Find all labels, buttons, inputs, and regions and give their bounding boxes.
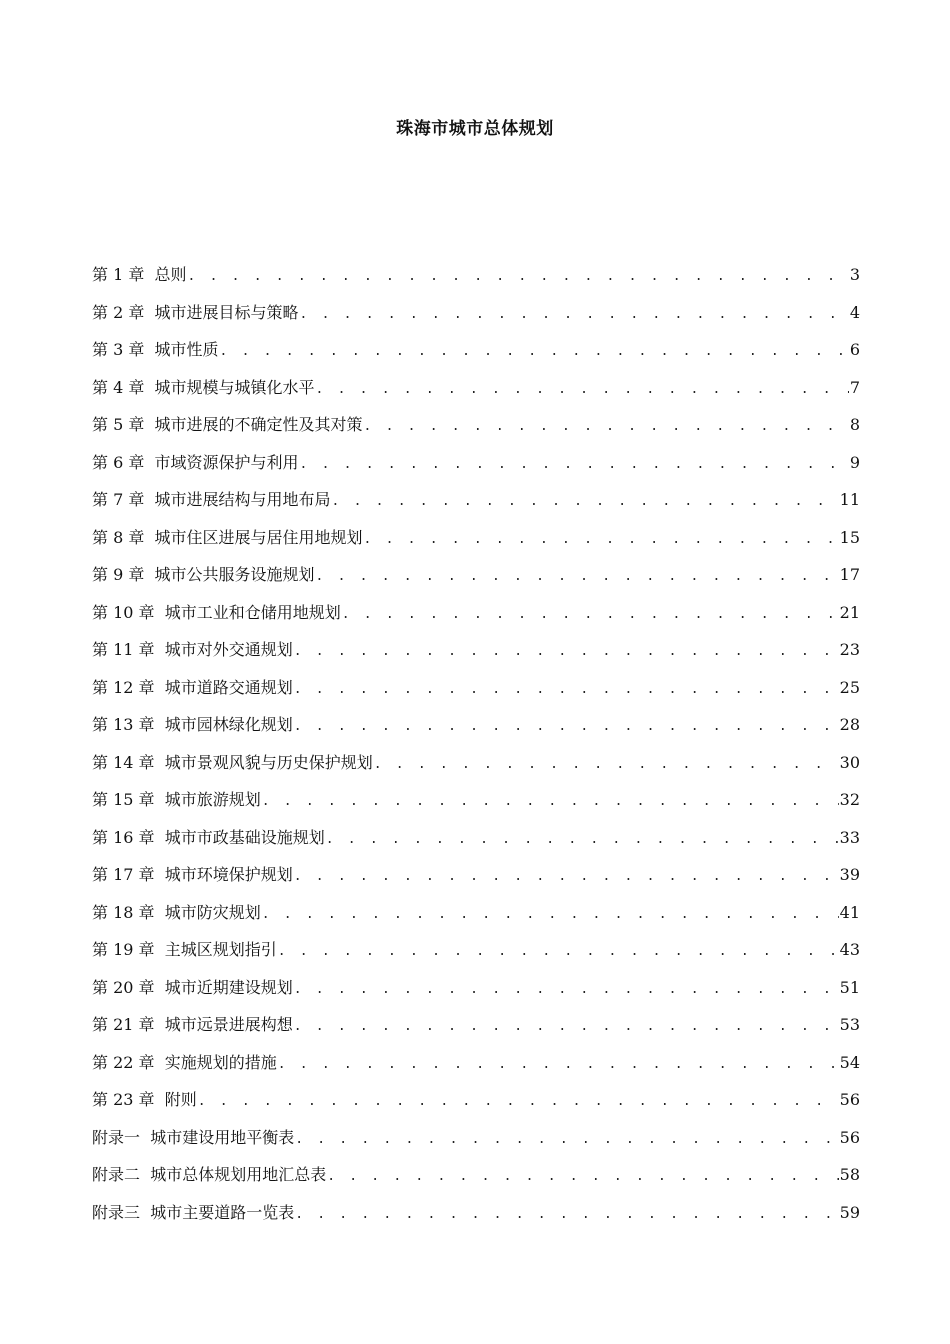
- toc-entry[interactable]: [92, 1050, 860, 1088]
- toc-entry-title: 城市主要道路一览表: [150, 1202, 295, 1222]
- toc-entry-label: 第 20 章: [92, 977, 155, 997]
- toc-entry-title: 城市进展的不确定性及其对策: [154, 415, 363, 434]
- toc-entry[interactable]: [92, 900, 860, 938]
- toc-entry-title: 城市远景进展构想: [164, 1015, 293, 1034]
- toc-entry[interactable]: [92, 937, 860, 975]
- toc-entry-spacer: [144, 525, 154, 551]
- toc-entry-title: 主城区规划指引: [164, 940, 277, 959]
- toc-entry-spacer: [155, 825, 165, 851]
- toc-leader-dots: [262, 789, 839, 815]
- toc-entry-page-number: 25: [839, 677, 860, 697]
- toc-entry-label: 第 19 章: [92, 940, 155, 959]
- toc-entry[interactable]: [92, 675, 860, 713]
- toc-entry[interactable]: [92, 300, 860, 338]
- toc-entry-page-number: 7: [849, 377, 860, 397]
- toc-leader-dots: [295, 1202, 838, 1228]
- toc-entry-title: 城市旅游规划: [164, 790, 261, 809]
- toc-entry[interactable]: [92, 412, 860, 450]
- toc-leader-dots: [300, 302, 849, 328]
- toc-entry-spacer: [155, 900, 165, 926]
- toc-entry-title: 城市住区进展与居住用地规划: [154, 527, 363, 547]
- toc-entry-label: 第 5 章: [92, 415, 145, 434]
- toc-entry-spacer: [155, 1050, 165, 1076]
- toc-entry-label: 第 8 章: [92, 527, 145, 547]
- toc-leader-dots: [188, 264, 849, 290]
- toc-leader-dots: [294, 677, 839, 703]
- toc-entry-label: 第 21 章: [92, 1015, 155, 1034]
- toc-entry-spacer: [155, 675, 165, 701]
- toc-leader-dots: [364, 527, 839, 553]
- toc-entry[interactable]: [92, 1162, 860, 1200]
- toc-entry-spacer: [155, 937, 165, 963]
- toc-entry[interactable]: [92, 487, 860, 525]
- toc-entry-title: 城市对外交通规划: [164, 640, 293, 659]
- toc-entry-spacer: [140, 1125, 150, 1151]
- toc-entry-page-number: 41: [839, 902, 860, 922]
- toc-entry-label: 第 4 章: [92, 377, 145, 397]
- toc-entry-title: 城市进展目标与策略: [154, 302, 299, 322]
- toc-entry-label: 第 12 章: [92, 677, 155, 697]
- toc-entry-title: 城市建设用地平衡表: [150, 1127, 295, 1147]
- toc-entry-label: 附录三: [92, 1202, 141, 1222]
- toc-leader-dots: [316, 377, 849, 403]
- toc-entry-title: 城市近期建设规划: [164, 977, 293, 997]
- toc-entry-title: 城市性质: [154, 340, 219, 359]
- toc-entry-spacer: [144, 337, 154, 363]
- toc-entry-title: 城市工业和仓储用地规划: [164, 602, 341, 622]
- toc-entry-spacer: [155, 637, 165, 663]
- toc-entry-spacer: [155, 712, 165, 738]
- toc-entry-title: 城市道路交通规划: [164, 677, 293, 697]
- toc-entry-page-number: 32: [839, 790, 860, 809]
- toc-entry-label: 第 23 章: [92, 1090, 155, 1109]
- toc-entry-title: 城市规模与城镇化水平: [154, 377, 315, 397]
- toc-entry[interactable]: [92, 1125, 860, 1163]
- toc-entry-spacer: [155, 1012, 165, 1038]
- toc-entry-label: 第 2 章: [92, 302, 145, 322]
- toc-entry-label: 第 3 章: [92, 340, 145, 359]
- toc-entry-title: 城市防灾规划: [164, 902, 261, 922]
- toc-entry-label: 第 13 章: [92, 715, 155, 734]
- toc-entry-page-number: 43: [839, 940, 860, 959]
- toc-entry[interactable]: [92, 450, 860, 488]
- toc-leader-dots: [300, 452, 849, 478]
- toc-entry-spacer: [140, 1200, 150, 1226]
- toc-entry-page-number: 11: [839, 490, 860, 509]
- toc-leader-dots: [326, 827, 839, 853]
- toc-leader-dots: [220, 339, 849, 365]
- toc-entry-page-number: 6: [849, 340, 860, 359]
- toc-entry[interactable]: [92, 1012, 860, 1050]
- toc-leader-dots: [278, 939, 839, 965]
- toc-entry-page-number: 51: [839, 977, 860, 997]
- toc-entry-label: 第 9 章: [92, 565, 145, 584]
- toc-entry-title: 附则: [164, 1090, 197, 1109]
- toc-entry-label: 第 18 章: [92, 902, 155, 922]
- toc-entry-page-number: 8: [849, 415, 860, 434]
- toc-entry-page-number: 58: [839, 1165, 860, 1184]
- toc-leader-dots: [332, 489, 839, 515]
- toc-entry-spacer: [140, 1162, 150, 1188]
- toc-entry-page-number: 28: [839, 715, 860, 734]
- toc-entry[interactable]: [92, 1200, 860, 1238]
- toc-entry-page-number: 33: [839, 827, 860, 847]
- toc-leader-dots: [364, 414, 849, 440]
- toc-entry-label: 第 15 章: [92, 790, 155, 809]
- toc-entry-spacer: [155, 750, 165, 776]
- toc-entry-page-number: 54: [839, 1052, 860, 1072]
- toc-entry[interactable]: [92, 375, 860, 413]
- toc-entry-page-number: 9: [849, 452, 860, 472]
- toc-entry[interactable]: [92, 337, 860, 375]
- toc-leader-dots: [294, 977, 839, 1003]
- toc-leader-dots: [198, 1089, 839, 1115]
- toc-entry-page-number: 23: [839, 640, 860, 659]
- toc-entry-spacer: [144, 262, 154, 288]
- toc-entry-label: 第 10 章: [92, 602, 155, 622]
- toc-entry-label: 附录二: [92, 1165, 141, 1184]
- toc-entry-spacer: [155, 1087, 165, 1113]
- toc-entry-spacer: [144, 300, 154, 326]
- toc-entry-page-number: 39: [839, 865, 860, 884]
- toc-entry-page-number: 59: [839, 1202, 860, 1222]
- toc-entry-label: 附录一: [92, 1127, 141, 1147]
- toc-entry-title: 市域资源保护与利用: [154, 452, 299, 472]
- toc-entry[interactable]: [92, 825, 860, 863]
- toc-entry-label: 第 17 章: [92, 865, 155, 884]
- toc-entry-label: 第 16 章: [92, 827, 155, 847]
- toc-entry-label: 第 22 章: [92, 1052, 155, 1072]
- toc-entry[interactable]: [92, 562, 860, 600]
- toc-entry-label: 第 7 章: [92, 490, 145, 509]
- toc-entry[interactable]: [92, 262, 860, 300]
- toc-entry-spacer: [144, 412, 154, 438]
- toc-entry[interactable]: [92, 975, 860, 1013]
- toc-entry[interactable]: [92, 862, 860, 900]
- toc-entry-label: 第 6 章: [92, 452, 145, 472]
- toc-entry-label: 第 1 章: [92, 265, 145, 284]
- toc-leader-dots: [294, 714, 839, 740]
- toc-entry[interactable]: [92, 712, 860, 750]
- toc-leader-dots: [294, 864, 839, 890]
- toc-entry-spacer: [155, 862, 165, 888]
- toc-entry-page-number: 21: [839, 602, 860, 622]
- toc-entry-title: 城市公共服务设施规划: [154, 565, 315, 584]
- toc-leader-dots: [316, 564, 839, 590]
- toc-entry-title: 城市总体规划用地汇总表: [150, 1165, 327, 1184]
- toc-entry-spacer: [155, 787, 165, 813]
- toc-entry-title: 城市园林绿化规划: [164, 715, 293, 734]
- toc-entry-spacer: [144, 562, 154, 588]
- toc-entry-spacer: [155, 975, 165, 1001]
- toc-entry-title: 城市市政基础设施规划: [164, 827, 325, 847]
- toc-entry[interactable]: [92, 600, 860, 638]
- toc-entry-spacer: [144, 487, 154, 513]
- table-of-contents: [92, 262, 860, 1237]
- toc-leader-dots: [295, 1127, 838, 1153]
- toc-leader-dots: [294, 639, 839, 665]
- toc-entry-title: 城市景观风貌与历史保护规划: [164, 752, 373, 772]
- toc-entry-page-number: 53: [839, 1015, 860, 1034]
- toc-leader-dots: [374, 752, 839, 778]
- toc-leader-dots: [294, 1014, 839, 1040]
- toc-entry-label: 第 14 章: [92, 752, 155, 772]
- toc-entry-page-number: 30: [839, 752, 860, 772]
- toc-entry-title: 总则: [154, 265, 187, 284]
- toc-entry-page-number: 56: [839, 1090, 860, 1109]
- toc-entry-label: 第 11 章: [92, 640, 155, 659]
- toc-entry-title: 实施规划的措施: [164, 1052, 277, 1072]
- toc-entry-spacer: [144, 450, 154, 476]
- toc-leader-dots: [342, 602, 839, 628]
- document-title: 珠海市城市总体规划: [396, 119, 554, 139]
- toc-entry-spacer: [144, 375, 154, 401]
- toc-entry[interactable]: [92, 637, 860, 675]
- toc-entry[interactable]: [92, 525, 860, 563]
- toc-entry-title: 城市环境保护规划: [164, 865, 293, 884]
- toc-entry-page-number: 56: [839, 1127, 860, 1147]
- toc-leader-dots: [262, 902, 839, 928]
- toc-entry[interactable]: [92, 1087, 860, 1125]
- toc-entry-page-number: 17: [839, 565, 860, 584]
- toc-entry-page-number: 4: [849, 302, 860, 322]
- toc-entry[interactable]: [92, 787, 860, 825]
- toc-entry-page-number: 15: [839, 527, 860, 547]
- toc-entry-spacer: [155, 600, 165, 626]
- toc-leader-dots: [278, 1052, 839, 1078]
- toc-entry-title: 城市进展结构与用地布局: [154, 490, 331, 509]
- toc-entry-page-number: 3: [849, 265, 860, 284]
- toc-entry[interactable]: [92, 750, 860, 788]
- toc-leader-dots: [327, 1164, 838, 1190]
